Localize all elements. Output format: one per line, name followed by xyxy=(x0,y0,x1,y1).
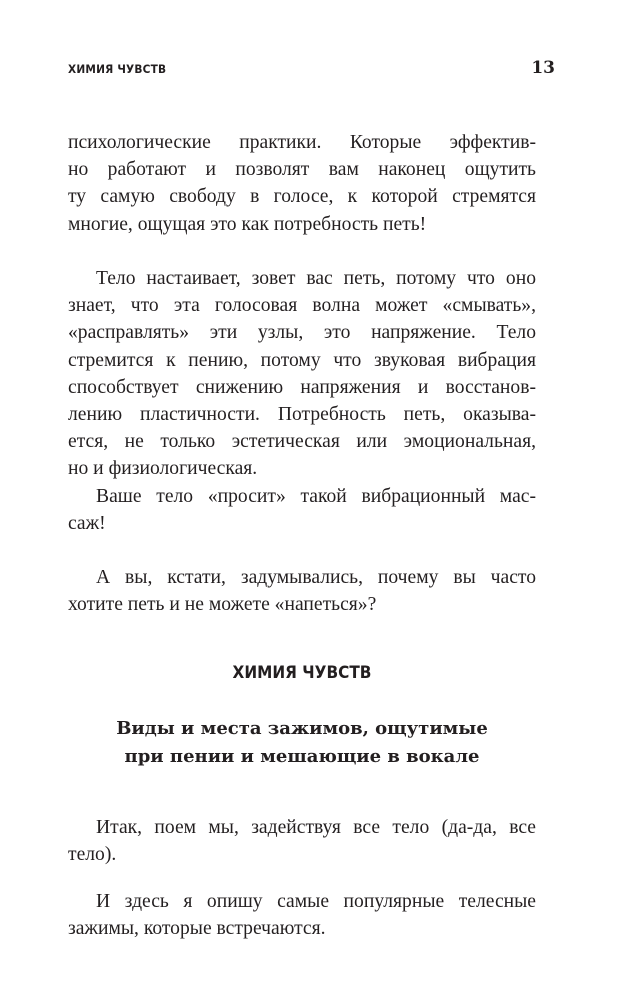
running-header xyxy=(68,58,555,82)
paragraph-gap xyxy=(68,238,536,265)
text-line: А вы, кстати, задумывались, почему вы часто xyxy=(96,567,536,589)
text-line: лению пластичности. Потребность петь, оказыва- xyxy=(68,404,536,426)
body-text xyxy=(68,129,536,619)
text-line: способствует снижению напряжения и восстанов- xyxy=(68,376,536,398)
paragraph xyxy=(68,888,536,942)
text-line: ту самую свободу в голосе, к которой стремятся xyxy=(68,186,536,208)
text-line: но работают и позволят вам наконец ощутить xyxy=(68,159,536,181)
text-line: Ваше тело «просит» такой вибрационный мас- xyxy=(96,485,536,507)
page-number: 13 xyxy=(531,58,555,78)
text-line: но и физиологическая. xyxy=(68,458,258,480)
section-body-text xyxy=(68,794,536,962)
text-line: саж! xyxy=(68,512,106,534)
paragraph xyxy=(68,265,536,483)
section-subheading xyxy=(68,715,536,771)
text-line: И здесь я опишу самые популярные телесные xyxy=(96,890,536,912)
section-heading: ХИМИЯ ЧУВСТВ xyxy=(232,663,372,683)
text-line: Итак, поем мы, задействуя все тело (да-да, все xyxy=(96,816,536,838)
text-line: стремится к пению, потому что звуковая вибрация xyxy=(68,349,536,371)
paragraph-gap xyxy=(68,537,536,564)
paragraph xyxy=(68,129,536,238)
paragraph xyxy=(68,564,536,618)
paragraph xyxy=(68,483,536,537)
text-line: тело). xyxy=(68,843,117,865)
subheading-line: при пении и мешающие в вокале xyxy=(124,746,480,767)
text-line: зажимы, которые встречаются. xyxy=(68,917,326,939)
text-line: Тело настаивает, зовет вас петь, потому что оно xyxy=(96,268,536,289)
paragraph xyxy=(68,814,536,868)
text-line: ется, не только эстетическая или эмоциональная, xyxy=(68,431,536,453)
text-line: знает, что эта голосовая волна может «смывать», xyxy=(68,295,536,317)
text-line: многие, ощущая это как потребность петь! xyxy=(68,213,427,235)
text-line: психологические практики. Которые эффектив- xyxy=(68,132,536,153)
text-line: «расправлять» эти узлы, это напряжение. Тело xyxy=(68,322,536,344)
text-line: хотите петь и не можете «напеться»? xyxy=(68,594,377,616)
subheading-line: Виды и места зажимов, ощутимые xyxy=(116,718,488,739)
running-title: ХИМИЯ ЧУВСТВ xyxy=(68,62,167,76)
